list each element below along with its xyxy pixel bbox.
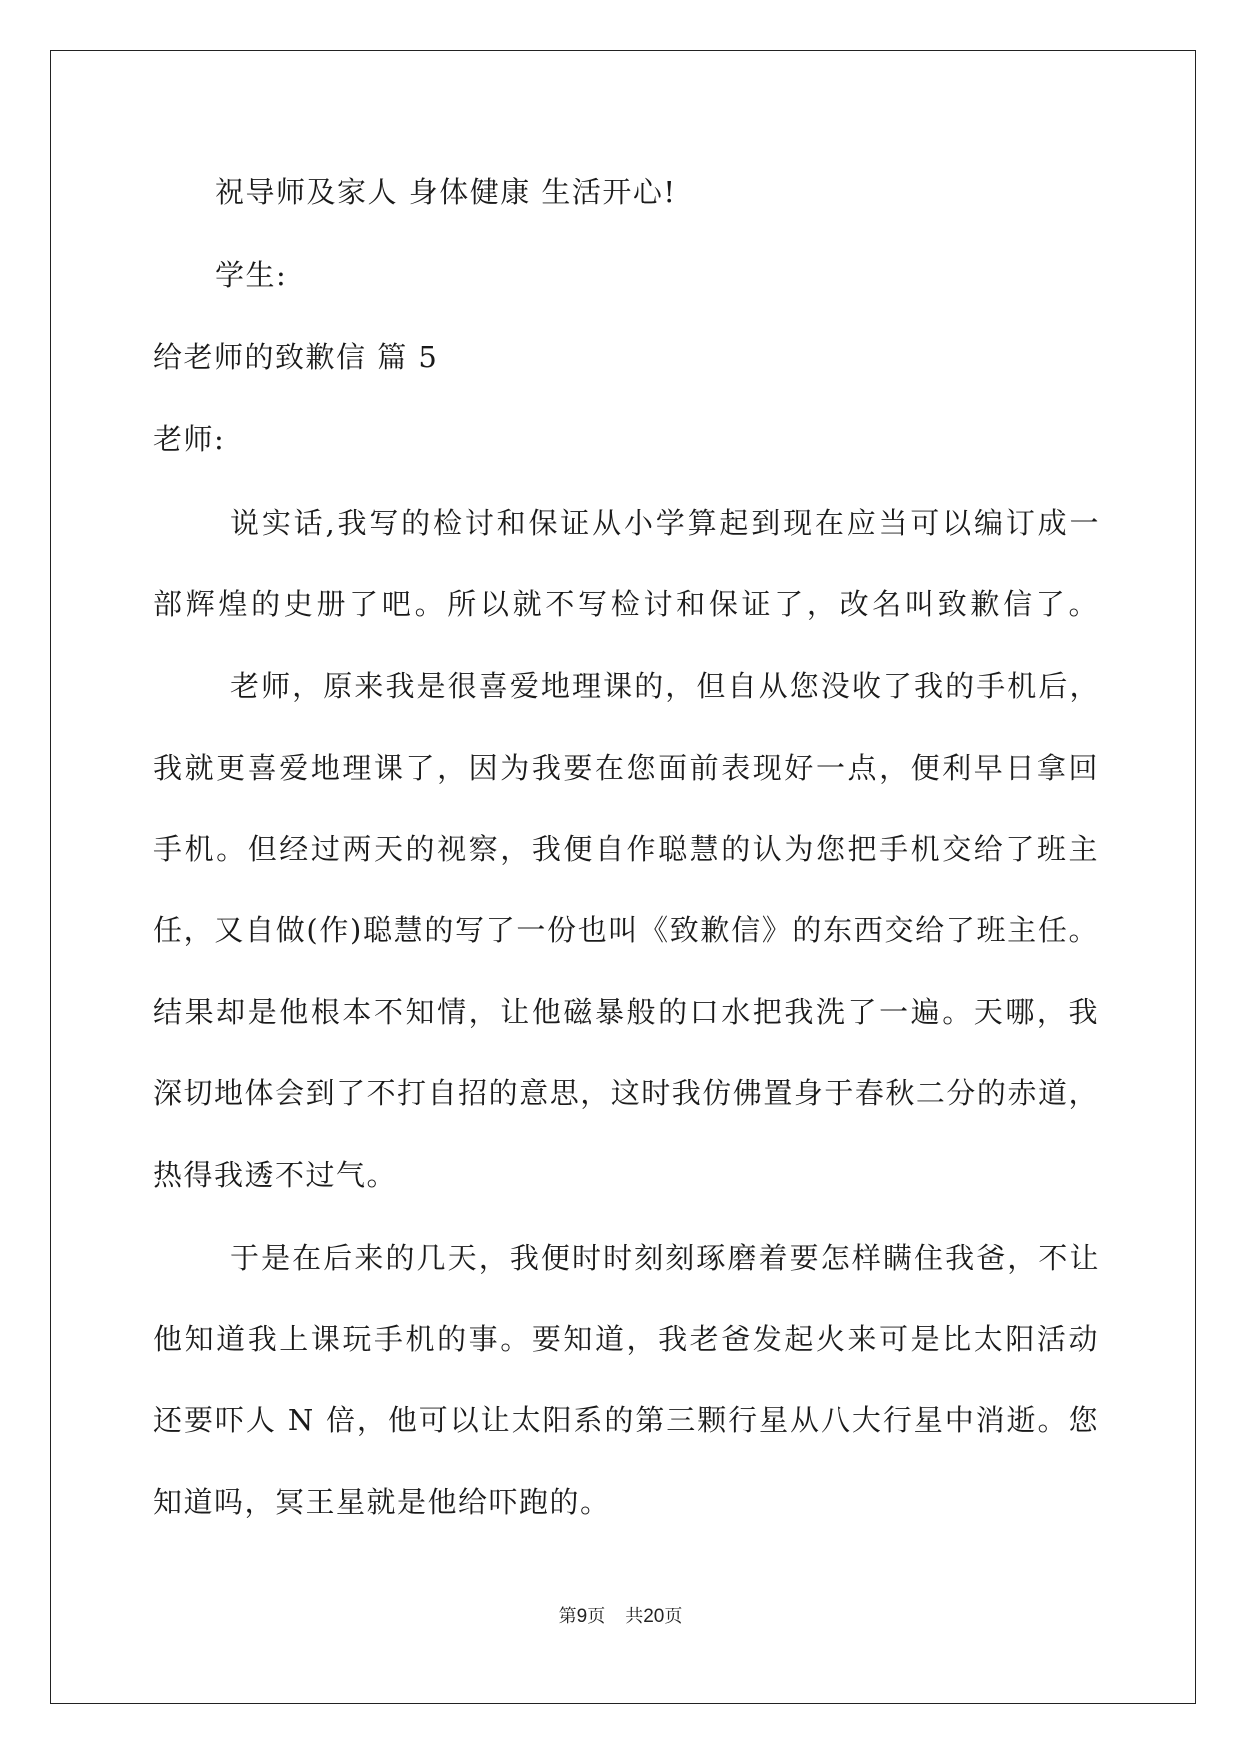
paragraph-line: 老师，原来我是很喜爱地理课的，但自从您没收了我的手机后， [230,669,1100,703]
paragraph-line: 说实话,我写的检讨和保证从小学算起到现在应当可以编订成一 [230,506,1100,540]
footer-total-pages: 20 [643,1606,665,1627]
paragraph-line: 部辉煌的史册了吧。所以就不写检讨和保证了，改名叫致歉信了。 [153,587,1099,621]
paragraph-line: 我就更喜爱地理课了，因为我要在您面前表现好一点，便利早日拿回 [153,751,1099,785]
paragraph-line: 热得我透不过气。 [153,1158,398,1192]
paragraph-line: 知道吗，冥王星就是他给吓跑的。 [153,1485,611,1519]
paragraph-line: 深切地体会到了不打自招的意思，这时我仿佛置身于春秋二分的赤道， [153,1076,1099,1110]
footer-page-number: 9 [576,1606,588,1627]
salutation: 老师: [153,422,226,456]
footer-prefix: 第 [558,1606,577,1627]
section-heading: 给老师的致歉信 篇 5 [153,340,439,374]
page-border [50,50,1196,1704]
closing-signature: 学生: [215,258,288,292]
footer-total-suffix: 页 [664,1606,683,1627]
paragraph-line: 手机。但经过两天的视察，我便自作聪慧的认为您把手机交给了班主 [153,832,1099,866]
closing-wish: 祝导师及家人 身体健康 生活开心! [215,175,677,209]
footer-page-suffix: 页 [587,1606,606,1627]
page-footer [0,1606,1241,1628]
paragraph-line: 于是在后来的几天，我便时时刻刻琢磨着要怎样瞒住我爸，不让 [230,1241,1100,1275]
paragraph-line: 他知道我上课玩手机的事。要知道，我老爸发起火来可是比太阳活动 [153,1322,1099,1356]
footer-total-prefix: 共 [625,1606,644,1627]
paragraph-line: 任，又自做(作)聪慧的写了一份也叫《致歉信》的东西交给了班主任。 [153,913,1099,947]
paragraph-line: 结果却是他根本不知情，让他磁暴般的口水把我洗了一遍。天哪，我 [153,995,1099,1029]
paragraph-line: 还要吓人 N 倍，他可以让太阳系的第三颗行星从八大行星中消逝。您 [153,1403,1099,1437]
